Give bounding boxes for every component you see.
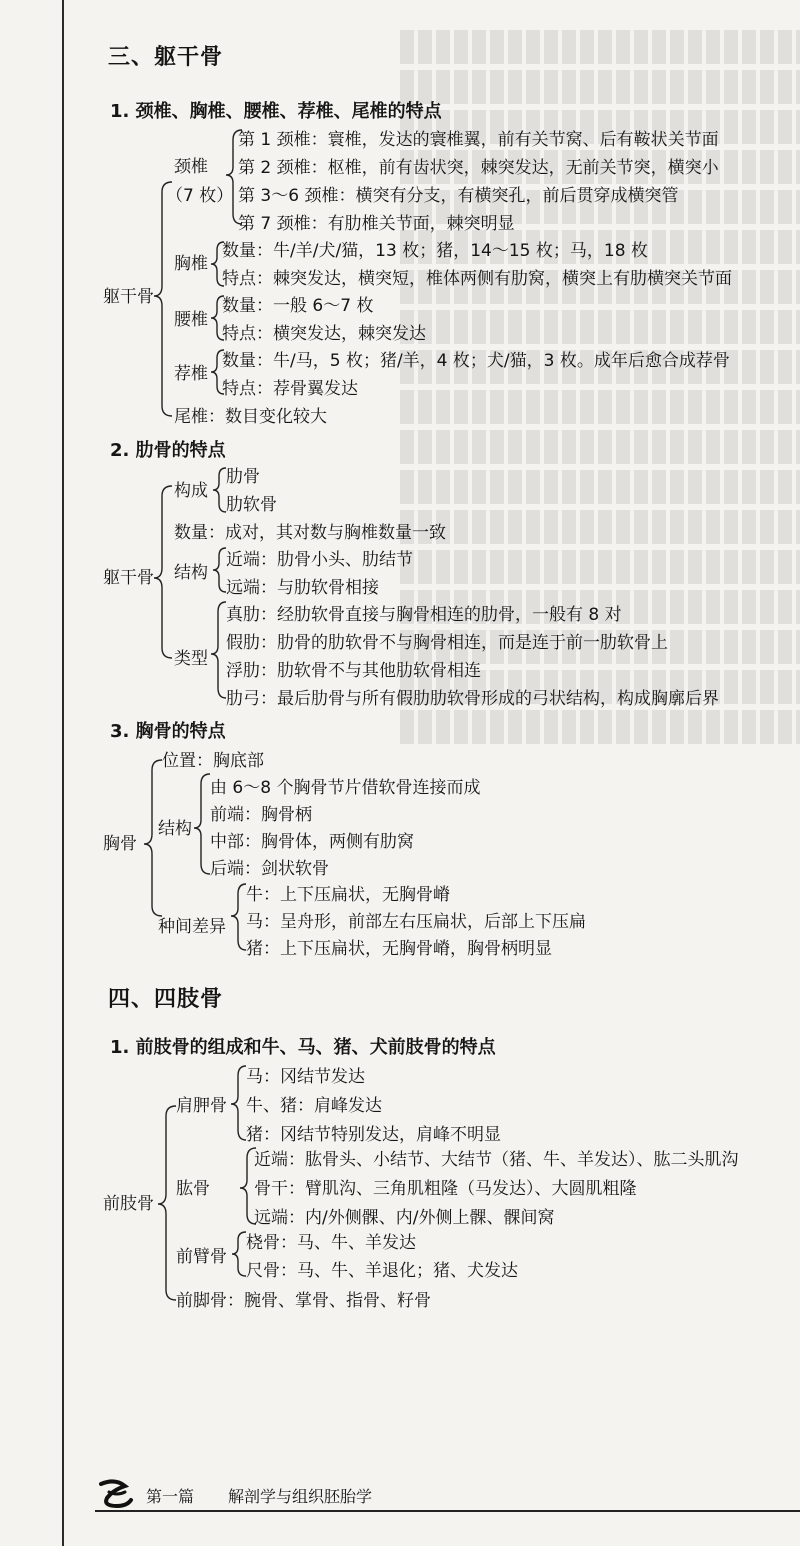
rib-type-item-3: 浮肋：肋软骨不与其他肋软骨相连 (226, 661, 481, 681)
footer-subject: 解剖学与组织胚胎学 (228, 1487, 373, 1506)
publisher-logo-icon (95, 1476, 135, 1512)
caudal-line: 尾椎：数目变化较大 (174, 407, 327, 427)
sternum-root-label: 胸骨 (103, 834, 137, 854)
humerus-item-1: 近端：肱骨头、小结节、大结节（猪、牛、羊发达）、肱二头肌沟 (254, 1150, 739, 1170)
vertebrae-heading: 1. 颈椎、胸椎、腰椎、荐椎、尾椎的特点 (110, 101, 442, 122)
rib-structure-item-2: 远端：与肋软骨相接 (226, 578, 379, 598)
lumbar-item-2: 特点：横突发达，棘突发达 (222, 324, 426, 344)
brace-trunk-vertebrae (154, 182, 172, 416)
sternum-structure-item-1: 由 6～8 个胸骨节片借软骨连接而成 (210, 778, 481, 798)
scapula-item-1: 马：冈结节发达 (246, 1067, 365, 1087)
humerus-item-2: 骨干：臂肌沟、三角肌粗隆（马发达）、大圆肌粗隆 (254, 1179, 637, 1199)
brace-composition (213, 468, 226, 512)
brace-scapula (231, 1066, 246, 1140)
sternum-position-line: 位置：胸底部 (162, 751, 264, 771)
brace-species (231, 884, 246, 950)
manus-line: 前脚骨：腕骨、掌骨、指骨、籽骨 (176, 1291, 431, 1311)
cervical-item-3: 第 3～6 颈椎：横突有分支，有横突孔，前后贯穿成横突管 (238, 186, 679, 206)
sacral-item-2: 特点：荐骨翼发达 (222, 379, 358, 399)
section-four-title: 四、四肢骨 (108, 987, 224, 1012)
composition-item-1: 肋骨 (226, 467, 260, 487)
species-item-horse: 马：呈舟形，前部左右压扁状，后部上下压扁 (246, 912, 586, 932)
section-three-title: 三、躯干骨 (108, 45, 224, 70)
sternum-structure-item-3: 中部：胸骨体，两侧有肋窝 (210, 832, 414, 852)
forearm-label: 前臂骨 (176, 1247, 227, 1267)
forelimb-heading: 1. 前肢骨的组成和牛、马、猪、犬前肢骨的特点 (110, 1037, 496, 1058)
scapula-label: 肩胛骨 (176, 1096, 227, 1116)
forelimb-root-label: 前肢骨 (103, 1194, 154, 1214)
rib-structure-label: 结构 (174, 563, 208, 583)
rib-type-item-2: 假肋：肋骨的肋软骨不与胸骨相连，而是连于前一肋软骨上 (226, 633, 668, 653)
vertebrae-root-label: 躯干骨 (103, 287, 154, 307)
rib-structure-item-1: 近端：肋骨小头、肋结节 (226, 550, 413, 570)
thoracic-item-1: 数量：牛/羊/犬/猫，13 枚；猪，14～15 枚；马，18 枚 (222, 241, 648, 261)
cervical-item-4: 第 7 颈椎：有肋椎关节面，棘突明显 (238, 214, 515, 234)
sternum-heading: 3. 胸骨的特点 (110, 721, 226, 742)
scapula-item-3: 猪：冈结节特别发达，肩峰不明显 (246, 1125, 501, 1145)
cervical-item-2: 第 2 颈椎：枢椎，前有齿状突，棘突发达，无前关节突，横突小 (238, 158, 719, 178)
humerus-label: 肱骨 (176, 1179, 210, 1199)
brace-structure-ribs (213, 548, 226, 592)
brace-trunk-ribs (154, 486, 172, 658)
lumbar-item-1: 数量：一般 6～7 枚 (222, 296, 374, 316)
composition-item-2: 肋软骨 (226, 495, 277, 515)
sacral-item-1: 数量：牛/马，5 枚；猪/羊，4 枚；犬/猫，3 枚。成年后愈合成荐骨 (222, 351, 730, 371)
brace-structure-sternum (194, 774, 210, 874)
scapula-item-2: 牛、猪：肩峰发达 (246, 1096, 382, 1116)
forearm-item-radius: 桡骨：马、牛、羊发达 (246, 1233, 416, 1253)
rib-type-item-1: 真肋：经肋软骨直接与胸骨相连的肋骨，一般有 8 对 (226, 605, 622, 625)
lumbar-label: 腰椎 (174, 310, 208, 330)
ribs-root-label: 躯干骨 (103, 568, 154, 588)
brace-types (211, 602, 226, 698)
brace-forearm (232, 1232, 246, 1276)
cervical-label: 颈椎 (174, 157, 208, 177)
footer-part: 第一篇 (146, 1487, 195, 1506)
cervical-item-1: 第 1 颈椎：寰椎，发达的寰椎翼，前有关节窝、后有鞍状关节面 (238, 130, 719, 150)
forearm-item-ulna: 尺骨：马、牛、羊退化；猪、犬发达 (246, 1261, 518, 1281)
sternum-structure-item-2: 前端：胸骨柄 (210, 805, 312, 825)
thoracic-label: 胸椎 (174, 254, 208, 274)
thoracic-item-2: 特点：棘突发达，横突短，椎体两侧有肋窝，横突上有肋横突关节面 (222, 269, 732, 289)
rib-quantity-line: 数量：成对，其对数与胸椎数量一致 (174, 523, 446, 543)
humerus-item-3: 远端：内/外侧髁、内/外侧上髁、髁间窝 (254, 1208, 555, 1228)
footer-rule (95, 1510, 800, 1512)
sternum-structure-item-4: 后端：剑状软骨 (210, 859, 329, 879)
brace-trunk-forelimb (158, 1106, 176, 1300)
sacral-label: 荐椎 (174, 364, 208, 384)
species-difference-label: 种间差异 (158, 917, 226, 937)
composition-label: 构成 (174, 481, 208, 501)
species-item-pig: 猪：上下压扁状，无胸骨嵴，胸骨柄明显 (246, 939, 552, 959)
rib-type-label: 类型 (174, 649, 208, 669)
ribs-heading: 2. 肋骨的特点 (110, 440, 226, 461)
species-item-cattle: 牛：上下压扁状，无胸骨嵴 (246, 885, 450, 905)
cervical-count: （7 枚） (166, 186, 234, 206)
sternum-structure-label: 结构 (158, 819, 192, 839)
rib-type-item-4: 肋弓：最后肋骨与所有假肋肋软骨形成的弓状结构，构成胸廓后界 (226, 689, 719, 709)
